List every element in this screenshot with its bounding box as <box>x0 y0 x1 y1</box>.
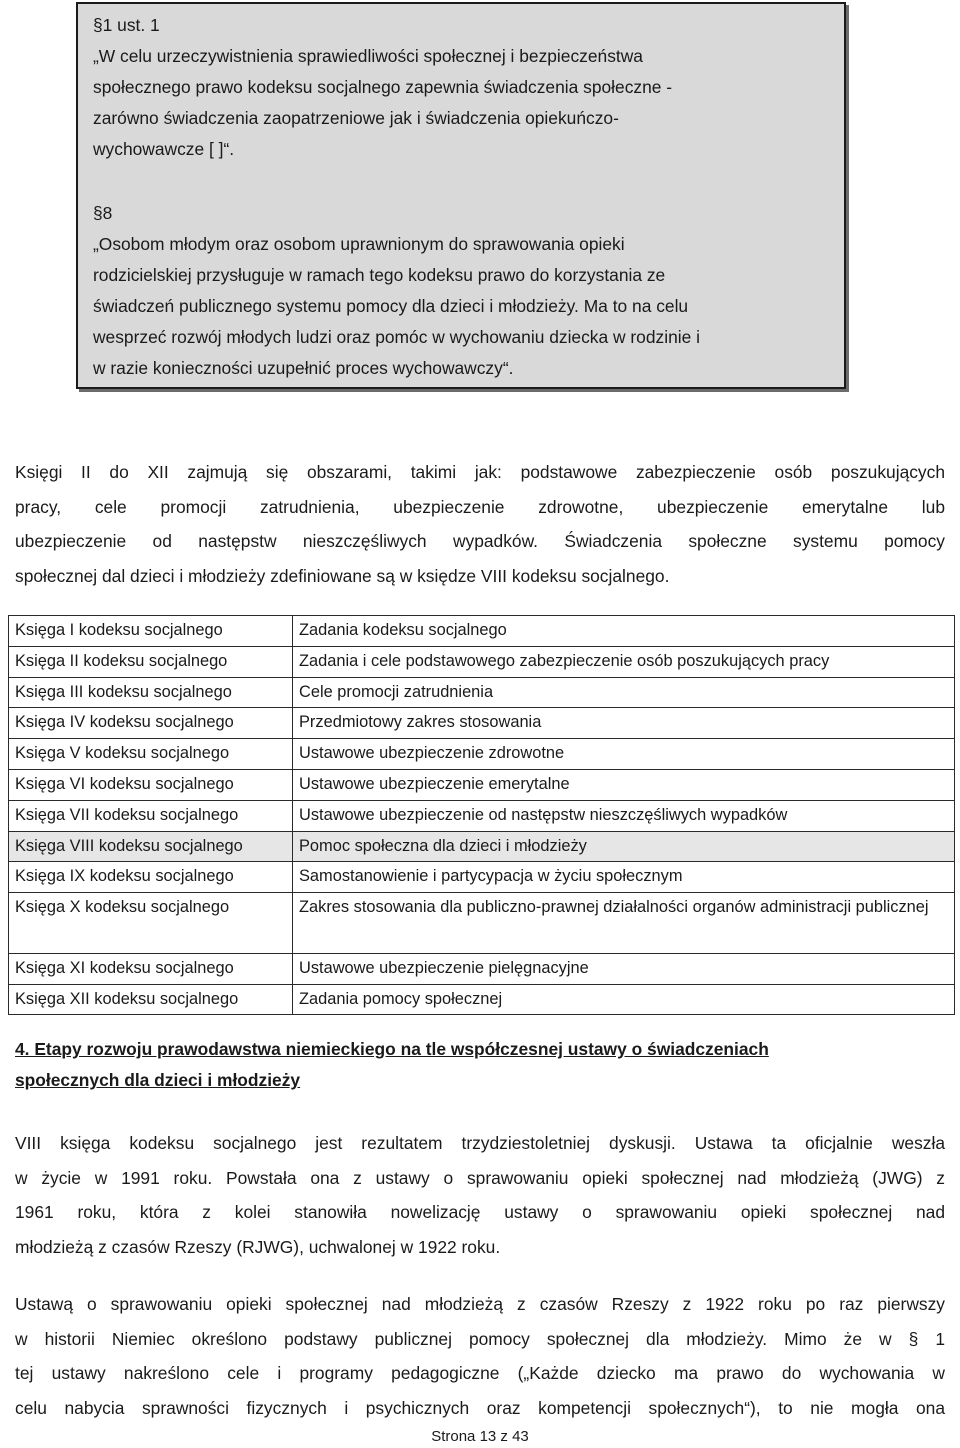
topic-cell: Zadania pomocy społecznej <box>293 984 955 1015</box>
topic-cell: Pomoc społeczna dla dzieci i młodzieży <box>293 831 955 862</box>
quote-line: wesprzeć rozwój młodych ludzi oraz pomóc w wychowaniu dziecka w rodzinie i <box>93 327 700 347</box>
paragraph-line: 1961 roku, która z kolei stanowiła nowelizację ustawy o sprawowaniu opieki społecznej nad <box>15 1202 945 1222</box>
books-table-wrapper <box>8 615 954 1015</box>
table-row <box>9 739 955 770</box>
paragraph-line: społecznej dal dzieci i młodzieży zdefiniowane są w księdze VIII kodeksu socjalnego. <box>15 565 670 586</box>
paragraph-line: pracy, cele promocji zatrudnienia, ubezpieczenie zdrowotne, ubezpieczenie emerytalne lub <box>15 496 945 517</box>
paragraph-line: w życie w 1991 roku. Powstała ona z ustawy o sprawowaniu opieki społecznej nad młodzieżą (JWG) z <box>15 1167 945 1188</box>
heading-line: społecznych dla dzieci i młodzieży <box>15 1070 301 1090</box>
paragraph-1922-act <box>15 1287 945 1425</box>
table-row <box>9 800 955 831</box>
book-cell: Księga VIII kodeksu socjalnego <box>9 831 293 862</box>
topic-cell: Zadania i cele podstawowego zabezpieczenie osób poszukujących pracy <box>293 646 955 677</box>
book-cell: Księga II kodeksu socjalnego <box>9 646 293 677</box>
paragraph-line: celu nabycia sprawności fizycznych i psychicznych oraz kompetencji społecznych“), to nie mogła ona <box>15 1397 945 1418</box>
paragraph-line: VIII księga kodeksu socjalnego jest rezultatem trzydziestoletniej dyskusji. Ustawa ta oficjalnie weszła <box>15 1133 945 1153</box>
table-row <box>9 769 955 800</box>
book-cell: Księga I kodeksu socjalnego <box>9 616 293 647</box>
paragraph-line: młodzieżą z czasów Rzeszy (RJWG), uchwalonej w 1922 roku. <box>15 1236 501 1257</box>
paragraph-line: Ustawą o sprawowaniu opieki społecznej nad młodzieżą z czasów Rzeszy z 1922 roku po raz pierwszy <box>15 1294 945 1314</box>
table-row <box>9 677 955 708</box>
quote-line: społecznego prawo kodeksu socjalnego zapewnia świadczenia społeczne - <box>93 77 673 97</box>
intro-paragraph <box>15 455 945 593</box>
quote-line: zarówno świadczenia zaopatrzeniowe jak i świadczenia opiekuńczo- <box>93 108 619 128</box>
table-row-highlighted <box>9 831 955 862</box>
book-cell: Księga III kodeksu socjalnego <box>9 677 293 708</box>
topic-cell: Ustawowe ubezpieczenie pielęgnacyjne <box>293 953 955 984</box>
paragraph-line: w historii Niemiec określono podstawy publicznej pomocy społecznej dla młodzieży. Mimo że w § 1 <box>15 1328 945 1349</box>
paragraph-history <box>15 1126 945 1264</box>
quote-line: świadczeń publicznego systemu pomocy dla dzieci i młodzieży. Ma to na celu <box>93 296 689 316</box>
paragraph-line: tej ustawy nakreślono cele i programy pedagogiczne („Każde dziecko ma prawo do wychowania w <box>15 1363 945 1383</box>
quoted-legal-text-box <box>76 2 846 389</box>
topic-cell: Ustawowe ubezpieczenie od następstw nieszczęśliwych wypadków <box>293 800 955 831</box>
topic-cell: Zakres stosowania dla publiczno-prawnej działalności organów administracji publicznej <box>293 893 955 954</box>
table-row <box>9 893 955 954</box>
quote-line: w razie konieczności uzupełnić proces wychowawczy“. <box>93 358 514 378</box>
book-cell: Księga VII kodeksu socjalnego <box>9 800 293 831</box>
book-cell: Księga XII kodeksu socjalnego <box>9 984 293 1015</box>
quote-line: §1 ust. 1 <box>93 15 160 35</box>
topic-cell: Zadania kodeksu socjalnego <box>293 616 955 647</box>
table-row <box>9 708 955 739</box>
quote-line: „W celu urzeczywistnienia sprawiedliwości społecznej i bezpieczeństwa <box>93 46 643 66</box>
paragraph-line: Księgi II do XII zajmują się obszarami, takimi jak: podstawowe zabezpieczenie osób poszukujących <box>15 462 945 482</box>
quote-line: wychowawcze [ ]“. <box>93 139 235 159</box>
topic-cell: Przedmiotowy zakres stosowania <box>293 708 955 739</box>
book-cell: Księga IV kodeksu socjalnego <box>9 708 293 739</box>
topic-cell: Cele promocji zatrudnienia <box>293 677 955 708</box>
quote-spacer <box>93 165 844 198</box>
book-cell: Księga X kodeksu socjalnego <box>9 893 293 954</box>
page-number-footer: Strona 13 z 43 <box>431 1428 529 1445</box>
heading-line: 4. Etapy rozwoju prawodawstwa niemieckiego na tle współczesnej ustawy o świadczeniach <box>15 1039 769 1059</box>
quote-line: „Osobom młodym oraz osobom uprawnionym do sprawowania opieki <box>93 234 625 254</box>
quote-line: §8 <box>93 203 113 223</box>
book-cell: Księga IX kodeksu socjalnego <box>9 862 293 893</box>
table-row <box>9 984 955 1015</box>
paragraph-line: ubezpieczenie od następstw nieszczęśliwych wypadków. Świadczenia społeczne systemu pomocy <box>15 531 945 551</box>
section-heading <box>15 1034 915 1096</box>
book-cell: Księga XI kodeksu socjalnego <box>9 953 293 984</box>
table-row <box>9 616 955 647</box>
book-cell: Księga VI kodeksu socjalnego <box>9 769 293 800</box>
book-cell: Księga V kodeksu socjalnego <box>9 739 293 770</box>
books-table <box>8 615 955 1015</box>
topic-cell: Ustawowe ubezpieczenie zdrowotne <box>293 739 955 770</box>
topic-cell: Ustawowe ubezpieczenie emerytalne <box>293 769 955 800</box>
quote-line: rodzicielskiej przysługuje w ramach tego kodeksu prawo do korzystania ze <box>93 265 666 285</box>
table-row <box>9 862 955 893</box>
topic-cell: Samostanowienie i partycypacja w życiu społecznym <box>293 862 955 893</box>
table-row <box>9 646 955 677</box>
table-row <box>9 953 955 984</box>
